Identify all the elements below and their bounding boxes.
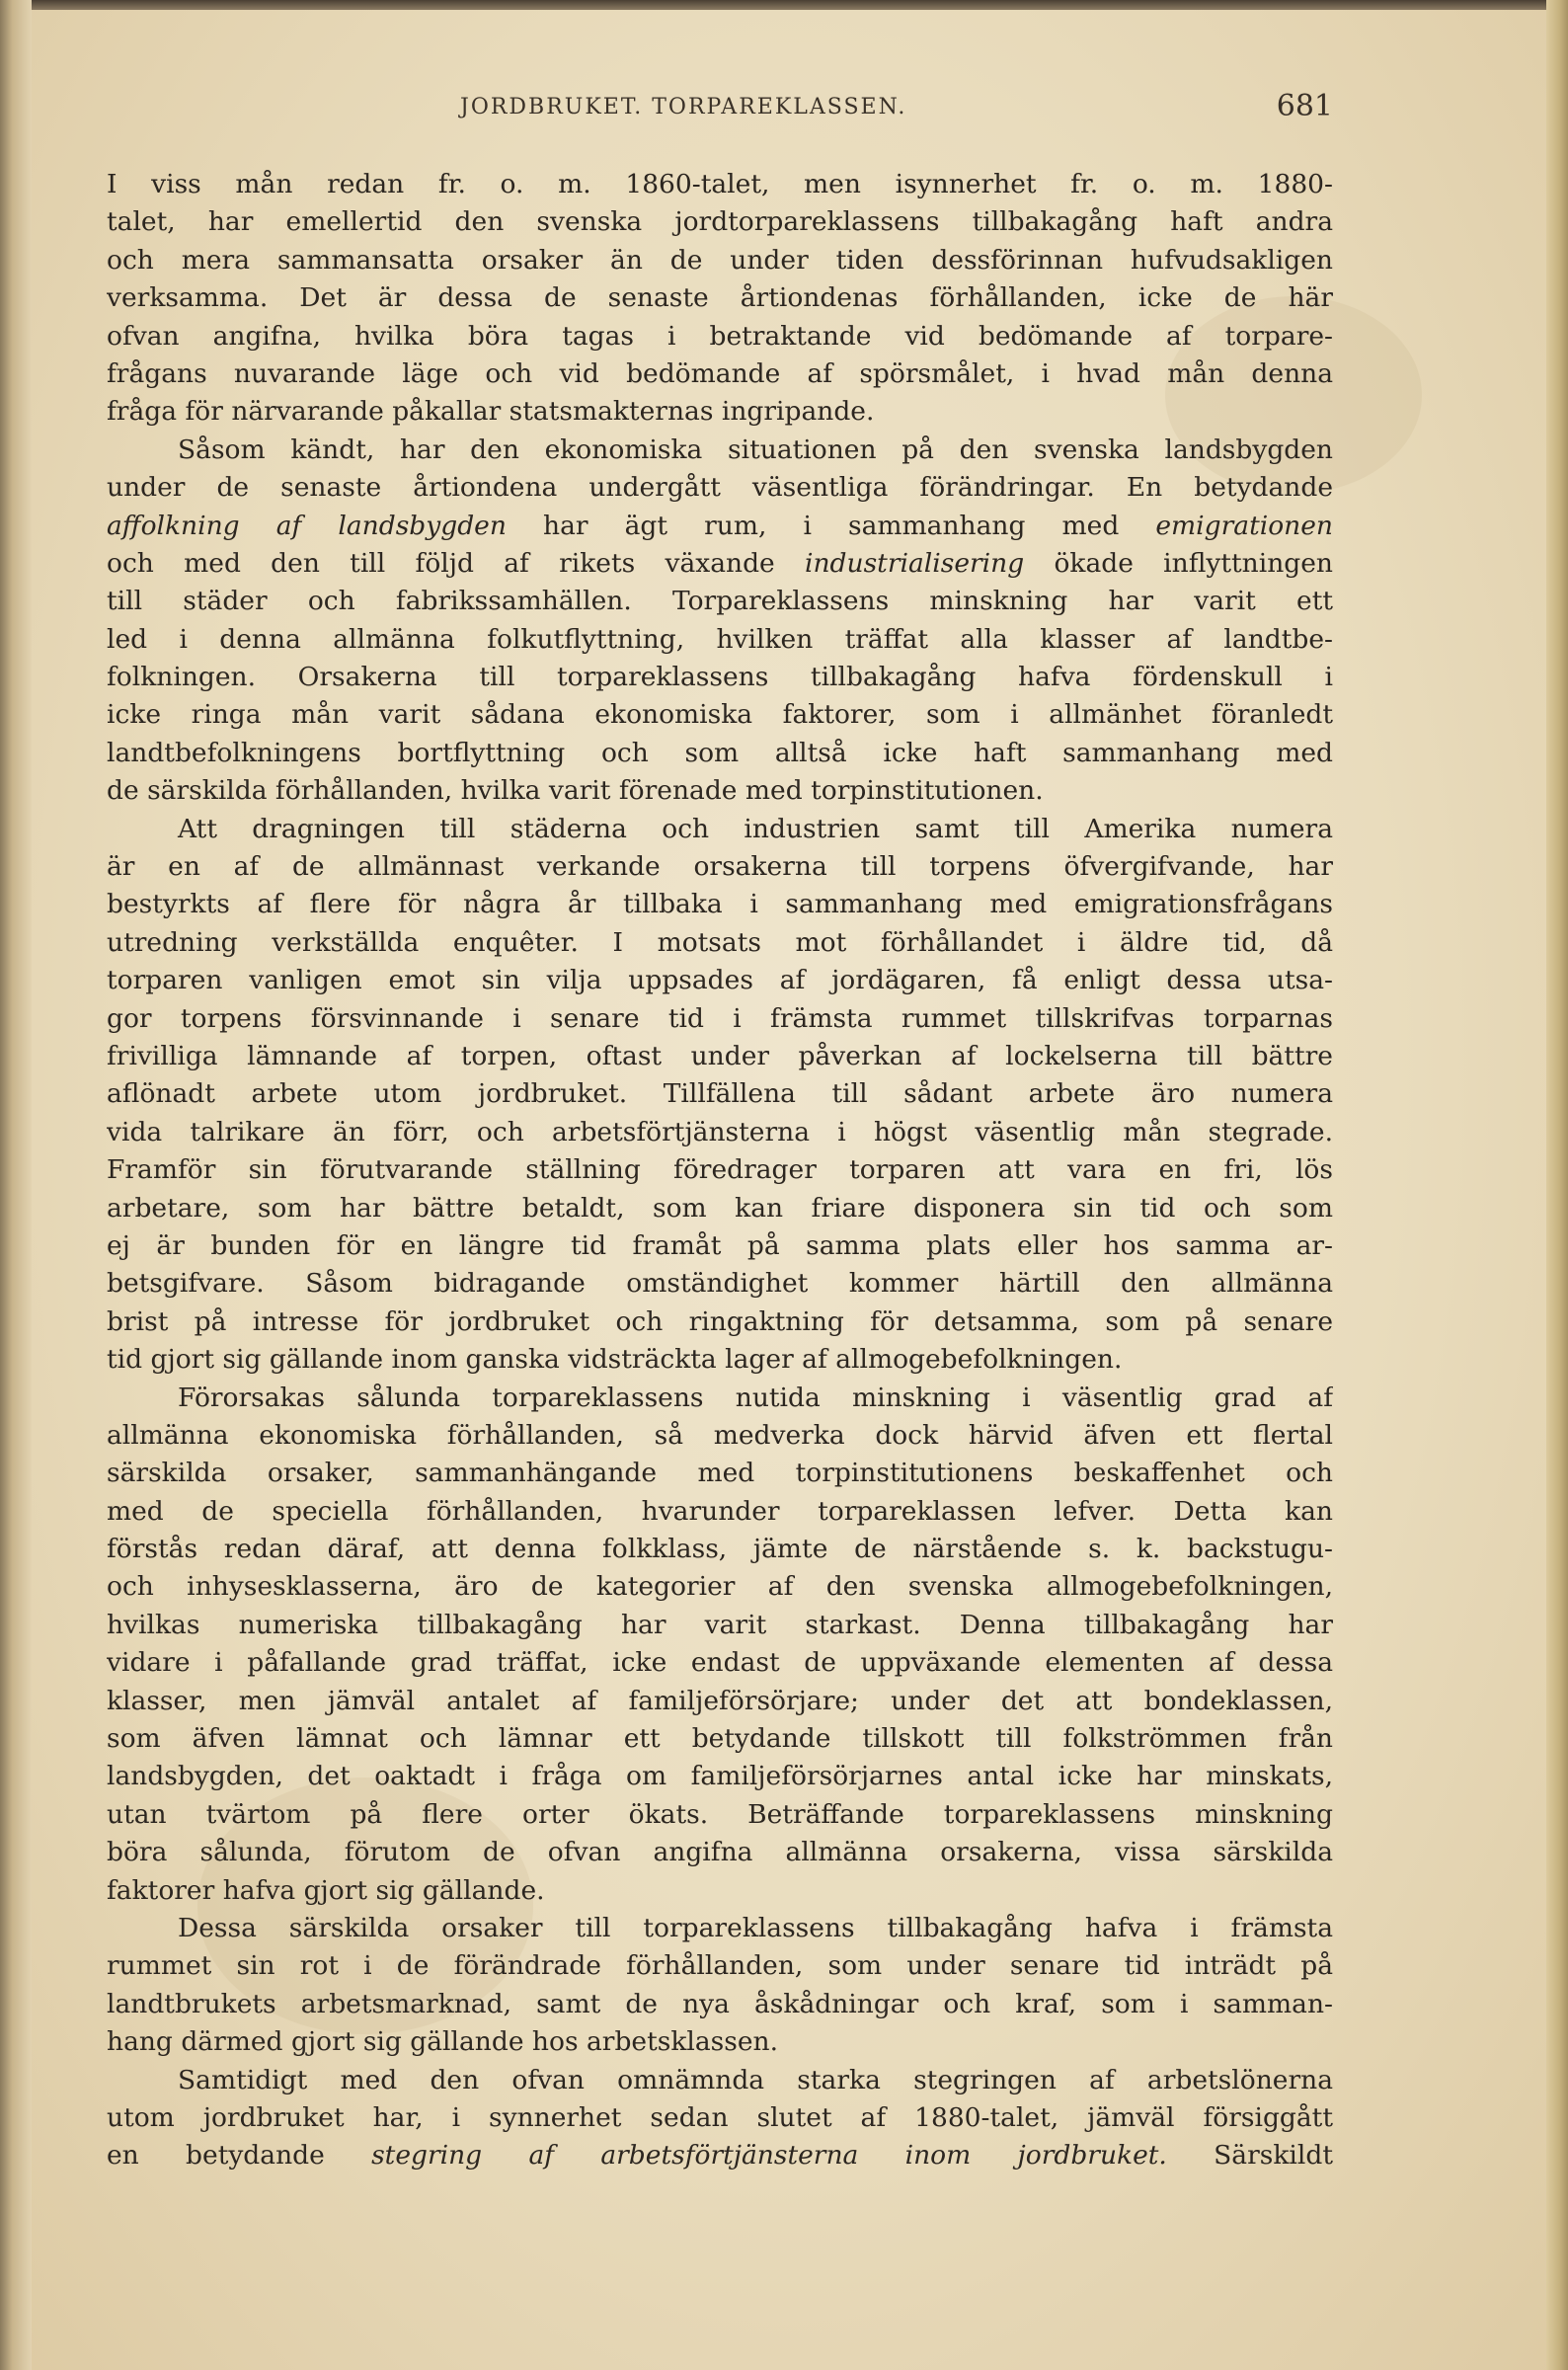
text-line <box>107 279 1333 317</box>
text-line <box>107 469 1333 507</box>
text-run: gor torpens försvinnande i senare tid i främsta rummet tillskrifvas torparnas <box>107 1002 1333 1034</box>
text-run: folkningen. Orsakerna till torpareklassens tillbakagång hafva fördenskull i <box>107 662 1333 693</box>
text-run: landtbrukets arbetsmarknad, samt de nya åskådningar och kraf, som i samman- <box>107 1988 1333 2019</box>
text-line <box>107 735 1333 772</box>
text-line <box>107 1380 1333 1417</box>
text-line <box>107 1265 1333 1303</box>
text-run: och inhysesklasserna, äro de kategorier af den svenska allmogebefolkningen, <box>107 1571 1333 1603</box>
text-run: ej är bunden för en längre tid framåt på samma plats eller hos samma ar- <box>107 1229 1333 1261</box>
text-run: med de speciella förhållanden, hvarunder torpareklassen lefver. Detta kan <box>107 1495 1333 1527</box>
text-line <box>107 886 1333 923</box>
text-line <box>107 772 1333 810</box>
text-line <box>107 848 1333 886</box>
text-line <box>107 1720 1333 1758</box>
text-line <box>107 356 1333 393</box>
running-head <box>109 89 1333 128</box>
text-line <box>107 659 1333 696</box>
text-run: de särskilda förhållanden, hvilka varit förenade med torpinstitutionen. <box>107 775 1044 807</box>
italic-phrase: emigrationen <box>1155 510 1333 541</box>
text-run: Förorsakas sålunda torpareklassens nutida minskning i väsentlig grad af <box>178 1382 1333 1413</box>
text-run: utan tvärtom på flere orter ökats. Beträffande torpareklassens minskning <box>107 1798 1333 1830</box>
text-run: Särskildt <box>1166 2140 1333 2172</box>
text-run: Framför sin förutvarande ställning föredrager torparen att vara en fri, lös <box>107 1154 1333 1186</box>
text-run: torparen vanligen emot sin vilja uppsades af jordägaren, få enligt dessa utsa- <box>107 965 1333 996</box>
text-run: frågans nuvarande läge och vid bedömande af spörsmålet, i hvad mån denna <box>107 357 1333 389</box>
text-line <box>107 1947 1333 1985</box>
text-run: rummet sin rot i de förändrade förhållanden, som under senare tid inträdt på <box>107 1950 1333 1982</box>
text-line <box>107 203 1333 241</box>
text-run: icke ringa mån varit sådana ekonomiska faktorer, som i allmänhet föranledt <box>107 699 1333 731</box>
scan-top-border <box>0 0 1568 10</box>
text-run: talet, har emellertid den svenska jordtorpareklassens tillbakagång haft andra <box>107 206 1333 238</box>
text-line <box>107 1758 1333 1795</box>
text-line <box>107 1834 1333 1871</box>
text-run: förstås redan däraf, att denna folkklass, jämte de närstående s. k. backstugu- <box>107 1534 1333 1565</box>
text-line <box>107 1872 1333 1910</box>
page-gutter-edge <box>0 0 32 2370</box>
text-run: utredning verkställda enquêter. I motsats mot förhållandet i äldre tid, då <box>107 926 1333 958</box>
text-run: brist på intresse för jordbruket och ringaktning för detsamma, som på senare <box>107 1305 1333 1337</box>
text-run: Såsom kändt, har den ekonomiska situationen på den svenska landsbygden <box>178 434 1333 465</box>
text-run: Att dragningen till städerna och industrien samt till Amerika numera <box>178 813 1333 844</box>
text-line <box>107 1568 1333 1606</box>
text-line <box>107 924 1333 962</box>
text-line <box>107 1683 1333 1720</box>
text-line <box>107 621 1333 659</box>
text-run: och mera sammansatta orsaker än de under tiden dessförinnan hufvudsakligen <box>107 244 1333 276</box>
running-head-title: JORDBRUKET. TORPAREKLASSEN. <box>460 95 907 119</box>
text-run: landsbygden, det oaktadt i fråga om familjeförsörjarnes antal icke har minskats, <box>107 1761 1333 1792</box>
text-run: frivilliga lämnande af torpen, oftast under påverkan af lockelserna till bättre <box>107 1040 1333 1071</box>
text-line <box>107 545 1333 583</box>
page-right-edge <box>1546 0 1568 2370</box>
text-run: utom jordbruket har, i synnerhet sedan slutet af 1880-talet, jämväl försiggått <box>107 2101 1333 2133</box>
text-line <box>107 696 1333 734</box>
text-line <box>107 318 1333 356</box>
text-run: faktorer hafva gjort sig gällande. <box>107 1874 545 1906</box>
text-run: som äfven lämnat och lämnar ett betydande tillskott till folkströmmen från <box>107 1723 1333 1755</box>
text-line <box>107 1075 1333 1113</box>
text-line <box>107 1000 1333 1038</box>
text-run: bestyrkts af flere för några år tillbaka i sammanhang med emigrationsfrågans <box>107 889 1333 920</box>
italic-phrase: stegring af arbetsförtjänsterna inom jordbruket. <box>371 2140 1167 2172</box>
text-run: en betydande <box>107 2140 372 2172</box>
text-line <box>107 1644 1333 1682</box>
text-run: under de senaste årtiondena undergått väsentliga förändringar. En betydande <box>107 472 1333 504</box>
text-line <box>107 1796 1333 1834</box>
page-number: 681 <box>1276 89 1333 123</box>
text-run: böra sålunda, förutom de ofvan angifna allmänna orsakerna, vissa särskilda <box>107 1837 1333 1868</box>
text-run: till städer och fabrikssamhällen. Torpareklassens minskning har varit ett <box>107 586 1333 617</box>
text-line <box>107 1304 1333 1341</box>
text-line <box>107 242 1333 279</box>
text-line <box>107 1607 1333 1644</box>
text-line <box>107 1417 1333 1455</box>
text-run: arbetare, som har bättre betaldt, som kan friare disponera sin tid och som <box>107 1192 1333 1224</box>
text-run: har ägt rum, i sammanhang med <box>506 510 1156 541</box>
text-line <box>107 962 1333 999</box>
text-run: är en af de allmännast verkande orsakerna till torpens öfvergifvande, har <box>107 851 1333 883</box>
text-line <box>107 166 1333 203</box>
text-line <box>107 1114 1333 1151</box>
text-run: led i denna allmänna folkutflyttning, hvilken träffat alla klasser af landtbe- <box>107 623 1333 655</box>
text-line <box>107 2023 1333 2061</box>
text-run: verksamma. Det är dessa de senaste årtiondenas förhållanden, icke de här <box>107 282 1333 314</box>
text-line <box>107 811 1333 848</box>
italic-phrase: industrialisering <box>805 547 1025 579</box>
text-line <box>107 2099 1333 2137</box>
text-run: särskilda orsaker, sammanhängande med torpinstitutionens beskaffenhet och <box>107 1458 1333 1489</box>
body-text <box>107 166 1333 2175</box>
text-run: hang därmed gjort sig gällande hos arbetsklassen. <box>107 2026 779 2058</box>
text-line <box>107 2062 1333 2099</box>
text-run: Samtidigt med den ofvan omnämnda starka stegringen af arbetslönerna <box>178 2064 1333 2095</box>
text-run: aflönadt arbete utom jordbruket. Tillfällena till sådant arbete äro numera <box>107 1078 1333 1110</box>
text-line <box>107 1341 1333 1379</box>
text-line <box>107 1531 1333 1568</box>
text-run: ökade inflyttningen <box>1024 547 1333 579</box>
text-run: betsgifvare. Såsom bidragande omständighet kommer härtill den allmänna <box>107 1268 1333 1300</box>
text-run: allmänna ekonomiska förhållanden, så medverka dock härvid äfven ett flertal <box>107 1419 1333 1451</box>
text-line <box>107 1910 1333 1947</box>
text-line <box>107 2137 1333 2174</box>
text-run: landtbefolkningens bortflyttning och som alltså icke haft sammanhang med <box>107 737 1333 768</box>
text-run: tid gjort sig gällande inom ganska vidsträckta lager af allmogebefolkningen. <box>107 1344 1123 1376</box>
text-run: ofvan angifna, hvilka böra tagas i betraktande vid bedömande af torpare- <box>107 320 1333 352</box>
text-line <box>107 1038 1333 1075</box>
text-run: och med den till följd af rikets växande <box>107 547 805 579</box>
text-line <box>107 1493 1333 1531</box>
text-line <box>107 1227 1333 1265</box>
text-run: klasser, men jämväl antalet af familjeförsörjare; under det att bondeklassen, <box>107 1685 1333 1716</box>
text-line <box>107 1986 1333 2023</box>
text-line <box>107 1190 1333 1227</box>
text-line <box>107 508 1333 545</box>
italic-phrase: affolkning af landsbygden <box>107 510 507 541</box>
text-run: hvilkas numeriska tillbakagång har varit starkast. Denna tillbakagång har <box>107 1609 1333 1640</box>
text-run: vida talrikare än förr, och arbetsförtjänsterna i högst väsentlig mån stegrade. <box>107 1116 1333 1147</box>
text-line <box>107 393 1333 431</box>
text-run: I viss mån redan fr. o. m. 1860-talet, men isynnerhet fr. o. m. 1880- <box>107 169 1333 199</box>
text-line <box>107 583 1333 620</box>
text-run: Dessa särskilda orsaker till torpareklassens tillbakagång hafva i främsta <box>178 1912 1333 1943</box>
text-line <box>107 1455 1333 1492</box>
text-run: fråga för närvarande påkallar statsmakternas ingripande. <box>107 396 875 428</box>
text-run: vidare i påfallande grad träffat, icke endast de uppväxande elementen af dessa <box>107 1647 1333 1679</box>
text-line <box>107 432 1333 469</box>
text-line <box>107 1151 1333 1189</box>
